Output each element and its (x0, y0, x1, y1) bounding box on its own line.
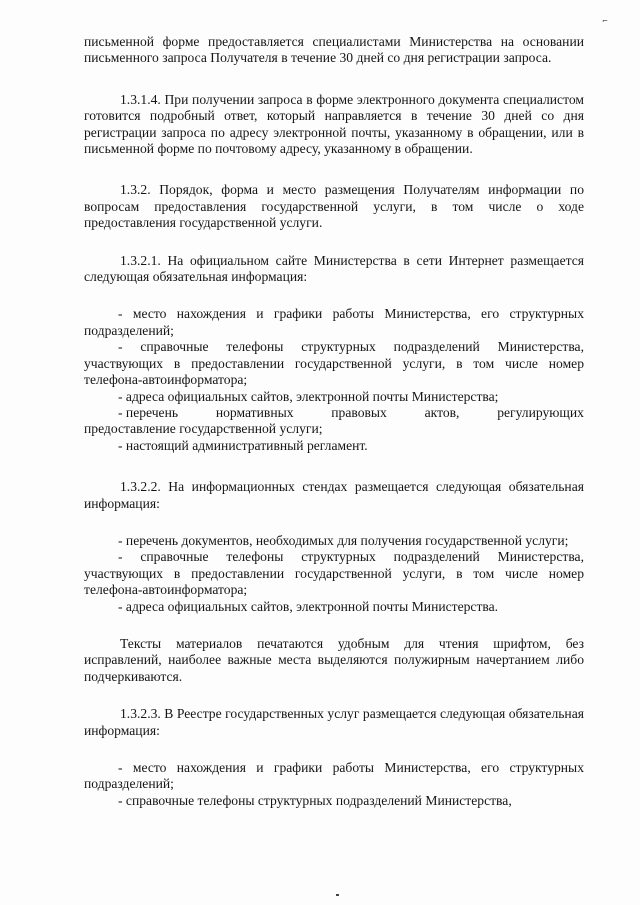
list-item: - справочные телефоны структурных подразделений Министерства, (118, 792, 512, 808)
list-item: - место нахождения и графики работы Министерства, его структурных подразделений; (84, 306, 584, 338)
list-item: - адреса официальных сайтов, электронной почты Министерства; (118, 388, 499, 404)
spread-word: актов, (424, 404, 460, 420)
paragraph-1-3-2: 1.3.2. Порядок, форма и место размещения Получателям информации по вопросам предоставления государственной услуги, в том числе о ходе предоставления государственной услуги. (84, 182, 584, 231)
spread-word: правовых (331, 404, 387, 420)
paragraph-1-3-2-3: 1.3.2.3. В Реестре государственных услуг размещается следующая обязательная информация: (84, 706, 584, 738)
spread-word: - перечень (118, 404, 179, 420)
list-item: - место нахождения и графики работы Министерства, его структурных подразделений; (84, 760, 584, 792)
spread-word: регулирующих (497, 404, 584, 420)
paragraph-1-3-2-2: 1.3.2.2. На информационных стендах размещается следующая обязательная информация: (84, 479, 584, 511)
document-body (84, 34, 584, 809)
paragraph-fonts-note: Тексты материалов печатаются удобным для чтения шрифтом, без исправлений, наиболее важные места выделяются полужирным начертанием либо подчеркиваются. (84, 635, 584, 684)
paragraph-continuation: письменной форме предоставляется специалистами Министерства на основании письменного запроса Получателя в течение 30 дней со дня регистрации запроса. (84, 34, 584, 66)
corner-scan-mark: ⌐ (602, 17, 608, 25)
list-item-continuation: предоставление государственной услуги; (84, 421, 323, 437)
scan-speck (336, 894, 339, 896)
spread-word: нормативных (215, 404, 294, 420)
list-item: - адреса официальных сайтов, электронной почты Министерства. (118, 598, 499, 614)
list-item: - настоящий административный регламент. (118, 437, 368, 453)
paragraph-1-3-2-1: 1.3.2.1. На официальном сайте Министерства в сети Интернет размещается следующая обязательная информация: (84, 252, 584, 285)
list-item: - справочные телефоны структурных подразделений Министерства, участвующих в предоставлении государственной услуги, в том числе номер телефона-автоинформатора; (84, 339, 584, 388)
list-item-spread-line (84, 405, 584, 421)
list-item: - перечень документов, необходимых для получения государственной услуги; (118, 532, 569, 548)
list-item: - справочные телефоны структурных подразделений Министерства, участвующих в предоставлении государственной услуги, в том числе номер телефона-автоинформатора; (84, 549, 584, 598)
paragraph-1-3-1-4: 1.3.1.4. При получении запроса в форме электронного документа специалистом готовится подробный ответ, который направляется в течение 30 дней со дня регистрации запроса по адресу электронной почты, указанному в обращении, или в письменной форме по почтовому адресу, указанному в обращении. (84, 91, 584, 157)
